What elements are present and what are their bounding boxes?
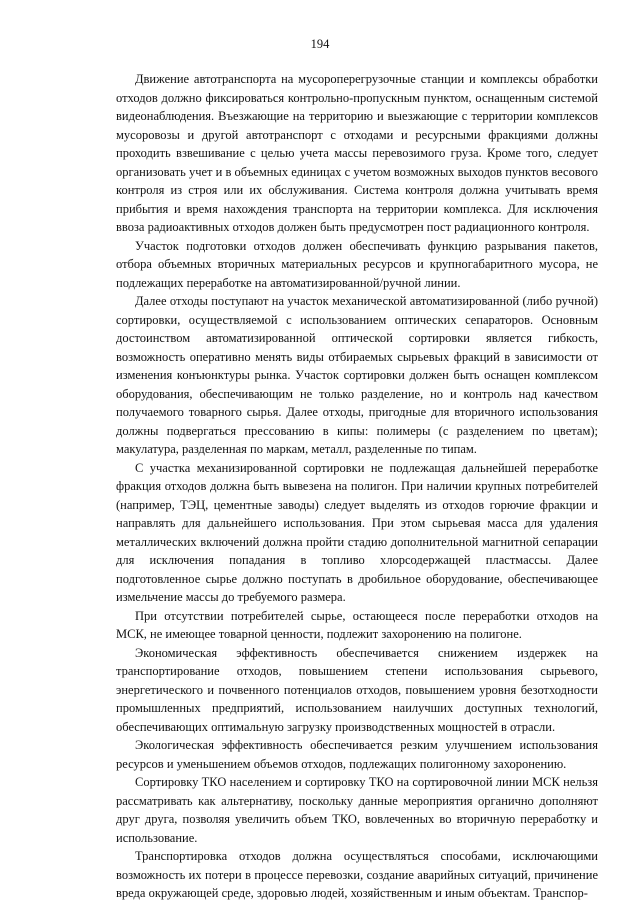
page-number: 194 — [310, 37, 330, 51]
paragraph: Экологическая эффективность обеспечивается резким улучшением использования ресурсов и уменьшением объемов отходов, подлежащих полигонному захоронению. — [116, 738, 598, 771]
paragraph: Сортировку ТКО населением и сортировку ТКО на сортировочной линии МСК нельзя рассматривать как альтернативу, поскольку данные мероприятия органично дополняют друг друга, позволяя увеличить объем ТКО, вовлеченных во вторичную переработку и использование. — [116, 775, 598, 845]
paragraph: С участка механизированной сортировки не подлежащая дальнейшей переработке фракция отходов должна быть вывезена на полигон. При наличии крупных потребителей (например, ТЭЦ, цементные заводы) следует выделять из отходов горючие фракции и направлять для дальнейшего использования. При этом сырьевая масса для удаления металлических включений должна пройти стадию дополнительной магнитной сепарации для исключения попадания в топливо хлорсодержащей пластмассы. Далее подготовленное сырье должно поступать в дробильное оборудование, обеспечивающее измельчение массы до требуемого размера. — [116, 460, 598, 604]
paragraph: Далее отходы поступают на участок механической автоматизированной (либо ручной) сортировки, осуществляемой с использованием оптических сепараторов. Основным достоинством автоматизированной оптической сортировки является гибкость, возможность оперативно менять виды отбираемых сырьевых фракций в зависимости от изменения конъюнктуры рынка. Участок сортировки должен быть оснащен комплексом оборудования, обеспечивающим не только разделение, но и контроль над качеством получаемого товарного сырья. Далее отходы, пригодные для вторичного использования должны подвергаться прессованию в кипы: полимеры (с разделением по цветам); макулатура, разделенная по маркам, металл, разделенные по типам. — [116, 294, 598, 456]
paragraph: Участок подготовки отходов должен обеспечивать функцию разрывания пакетов, отбора объемных вторичных материальных ресурсов и крупногабаритного мусора, не подлежащих переработке на автоматизированной/ручной линии. — [116, 238, 598, 290]
document-body — [116, 70, 598, 903]
paragraph: Экономическая эффективность обеспечивается снижением издержек на транспортирование отходов, повышением степени использования сырьевого, энергетического и почвенного потенциалов отходов, повышением уровня безотходности промышленных предприятий, использованием наилучших доступных технологий, обеспечивающих оптимальную загрузку производственных мощностей в отрасли. — [116, 645, 598, 734]
paragraph: При отсутствии потребителей сырье, остающееся после переработки отходов на МСК, не имеющее товарной ценности, подлежит захоронению на полигоне. — [116, 608, 598, 641]
paragraph: Движение автотранспорта на мусороперегрузочные станции и комплексы обработки отходов должно фиксироваться контрольно-пропускным пунктом, оснащенным системой видеонаблюдения. Въезжающие на территорию и выезжающие с территории комплексов мусоровозы и другой автотранспорт с отходами и ресурсными фракциями должны проходить взвешивание с целью учета массы перевозимого груза. Кроме того, следует организовать учет и в объемных единицах с учетом возможных выходов пунктов весового контроля из строя или их обслуживания. Система контроля должна учитывать время прибытия и время нахождения транспорта на территории комплекса. Для исключения ввоза радиоактивных отходов должен быть предусмотрен пост радиационного контроля. — [116, 72, 598, 234]
paragraph: Транспортировка отходов должна осуществляться способами, исключающими возможность их потери в процессе перевозки, создание аварийных ситуаций, причинение вреда окружающей среде, здоровью людей, хозяйственным и иным объектам. Транспор- — [116, 849, 598, 900]
